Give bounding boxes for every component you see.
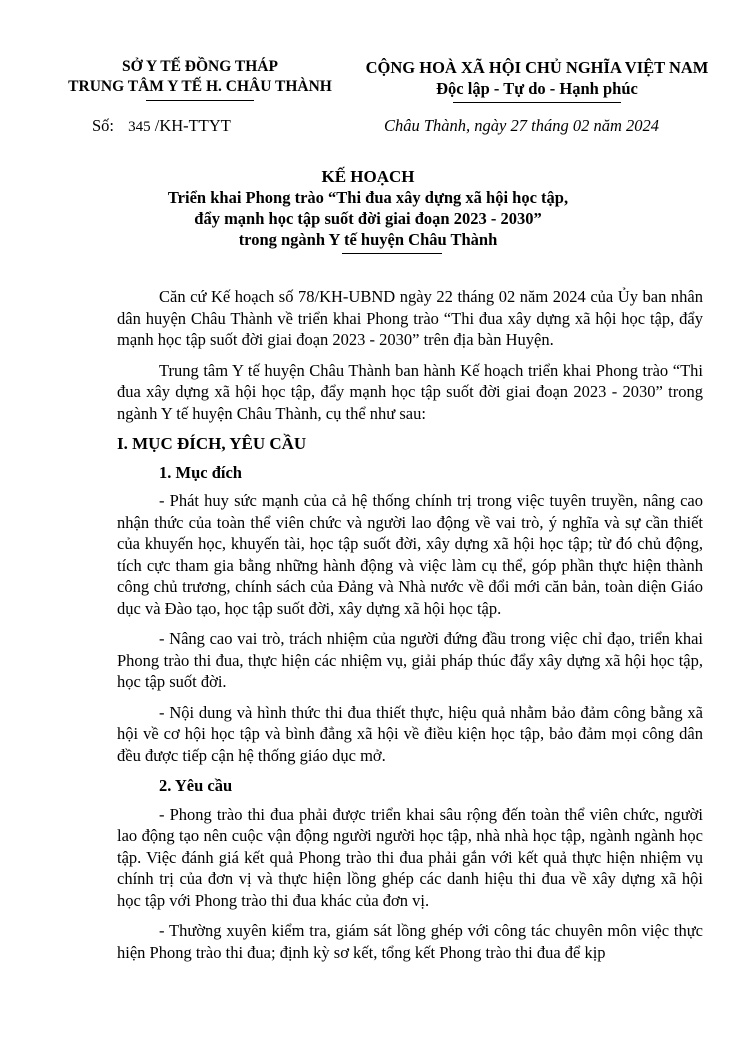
national-heading [352,57,722,103]
issuing-agency [40,57,360,101]
number-suffix: /KH-TTYT [154,116,231,135]
number-prefix: Số: [92,116,115,135]
document-number [92,116,231,136]
nation-name: CỘNG HOÀ XÃ HỘI CHỦ NGHĨA VIỆT NAM [365,58,709,77]
paragraph-requirement-1: - Phong trào thi đua phải được triển khai sâu rộng đến toàn thể viên chức, người lao động tạo nên cuộc vận động người người học tập, nhà nhà học tập, ngành ngành học tập. Việc đánh giá kết quả Phong trào thi đua phải gắn với kết quả thực hiện nhiệm vụ chính trị của đơn vị và thực hiện lồng ghép các danh hiệu thi đua về xây dựng xã hội học tập với Phong trào thi đua khác của đơn vị. [117,804,703,910]
title-underline [342,253,442,254]
parent-agency: SỞ Y TẾ ĐỒNG THÁP [122,58,278,75]
paragraph-legal-basis: Căn cứ Kế hoạch số 78/KH-UBND ngày 22 tháng 02 năm 2024 của Ủy ban nhân dân huyện Châu Thành về triển khai Phong trào “Thi đua xây dựng xã hội học tập, đẩy mạnh học tập suốt đời giai đoạn 2023 - 2030” trên địa bàn Huyện. [117,287,703,349]
document-title [90,166,646,250]
paragraph-purpose-3: - Nội dung và hình thức thi đua thiết thực, hiệu quả nhằm bảo đảm công bằng xã hội về cơ hội học tập và bình đẳng xã hội về điều kiện học tập, bảo đảm mọi công dân đều được tiếp cận hệ thống giáo dục mở. [117,702,703,765]
title-line-2: Triển khai Phong trào “Thi đua xây dựng xã hội học tập, [167,188,569,207]
motto-underline [453,102,621,103]
place-date: Châu Thành, ngày 27 tháng 02 năm 2024 [384,116,660,135]
national-motto: Độc lập - Tự do - Hạnh phúc [436,79,638,98]
number-value: 345 [128,119,151,135]
paragraph-purpose-2: - Nâng cao vai trò, trách nhiệm của người đứng đầu trong việc chỉ đạo, triển khai Phong trào thi đua, thực hiện các nhiệm vụ, giải pháp thúc đẩy xây dựng xã hội học tập, học tập suốt đời. [117,629,703,691]
agency-name: TRUNG TÂM Y TẾ H. CHÂU THÀNH [68,78,332,95]
title-line-4: trong ngành Y tế huyện Châu Thành [238,230,498,249]
agency-underline [146,100,254,101]
section-heading-1: I. MỤC ĐÍCH, YÊU CẦU [117,434,307,453]
subsection-heading-purpose: 1. Mục đích [159,462,242,482]
paragraph-purpose-1: - Phát huy sức mạnh của cả hệ thống chính trị trong việc tuyên truyền, nâng cao nhận thức của toàn thể viên chức và người lao động về vai trò, ý nghĩa và sự cần thiết của khuyến học, khuyến tài, học tập suốt đời, xây dựng xã hội học tập; từ đó chủ động, tích cực tham gia bằng những hành động và việc làm cụ thể, góp phần thực hiện thành công chủ trương, chính sách của Đảng và Nhà nước về đổi mới căn bản, toàn diện Giáo dục và Đào tạo, học tập suốt đời, xây dựng xã hội học tập. [117,491,703,618]
subsection-heading-requirements: 2. Yêu cầu [159,776,233,795]
document-body [117,286,703,972]
title-type: KẾ HOẠCH [321,167,415,186]
paragraph-intro: Trung tâm Y tế huyện Châu Thành ban hành Kế hoạch triển khai Phong trào “Thi đua xây dựng xã hội học tập, đẩy mạnh học tập suốt đời giai đoạn 2023 - 2030” trong ngành Y tế huyện Châu Thành, cụ thể như sau: [117,360,703,423]
title-line-3: đẩy mạnh học tập suốt đời giai đoạn 2023 - 2030” [194,209,542,228]
paragraph-requirement-2: - Thường xuyên kiểm tra, giám sát lồng ghép với công tác chuyên môn việc thực hiện Phong trào thi đua; định kỳ sơ kết, tổng kết Phong trào thi đua để kịp [117,921,703,962]
